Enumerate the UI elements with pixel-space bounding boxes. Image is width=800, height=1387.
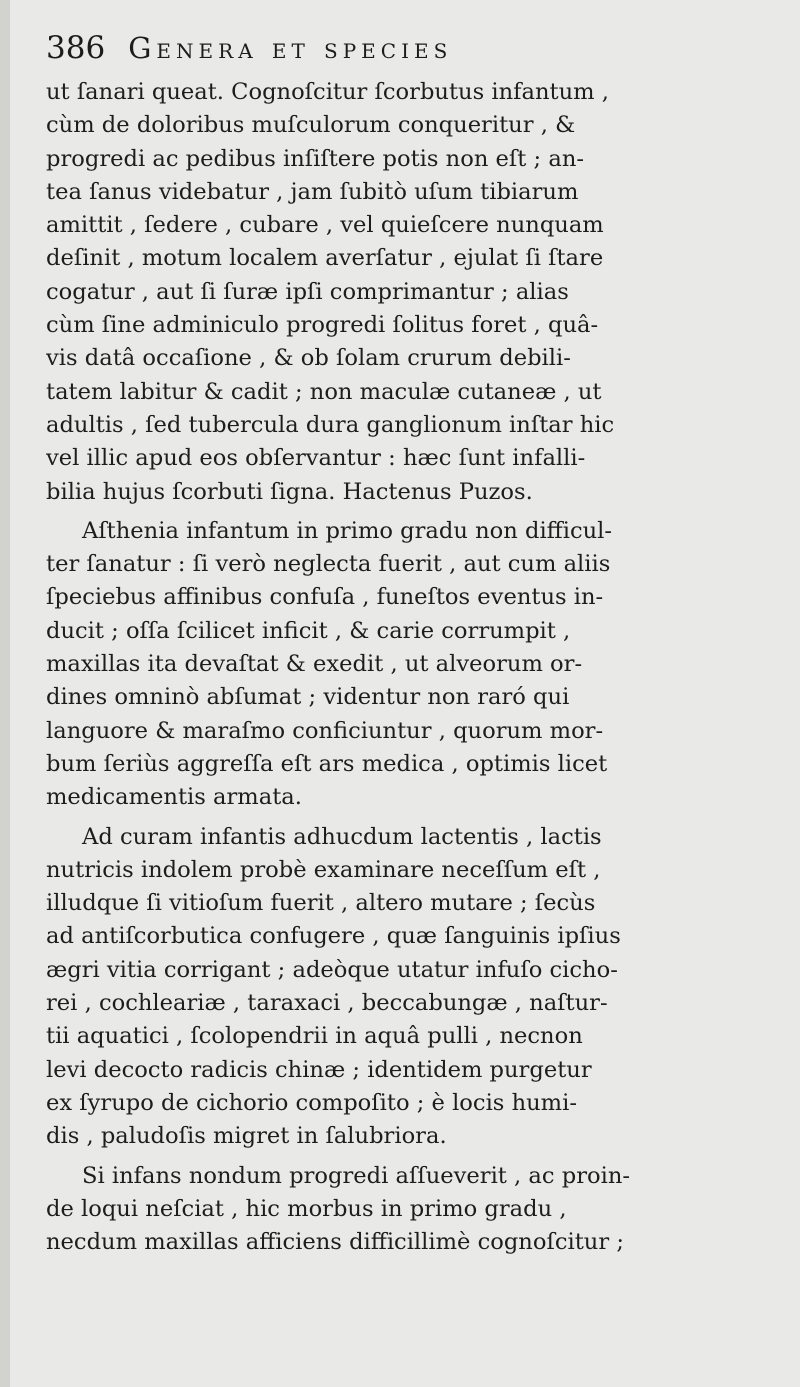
text-line: progredi ac pedibus inſiſtere potis non eſt ; an- [46, 145, 585, 172]
text-line: Ad curam infantis adhucdum lactentis , lactis [82, 823, 602, 850]
text-line: deſinit , motum localem averſatur , ejulat ſi ſtare [46, 245, 604, 272]
text-line: nutricis indolem probè examinare neceſſum eſt , [46, 856, 601, 883]
text-line: tea ſanus videbatur , jam ſubitò uſum tibiarum [46, 178, 579, 205]
text-line: de loqui neſciat , hic morbus in primo gradu , [46, 1195, 567, 1222]
text-line: maxillas ita devaſtat & exedit , ut alveorum or- [46, 651, 583, 678]
text-line: cùm ſine adminiculo progredi ſolitus foret , quâ- [46, 312, 599, 339]
text-line: illudque ſi vitioſum fuerit , altero mutare ; ſecùs [46, 890, 596, 917]
text-line: Aſthenia infantum in primo gradu non difficul- [82, 517, 613, 544]
text-line: ter ſanatur : ſi verò neglecta fuerit , aut cum aliis [46, 551, 611, 578]
text-line: dines omninò abſumat ; videntur non raró qui [46, 684, 570, 711]
text-line: cogatur , aut ſi ſuræ ipſi comprimantur ; alias [46, 278, 569, 305]
text-line: tii aquatici , ſcolopendrii in aquâ pulli , necnon [46, 1023, 583, 1050]
paragraph-4 [46, 1160, 758, 1260]
page-header [46, 30, 766, 66]
running-title: Genera et species [128, 31, 453, 65]
text-line: medicamentis armata. [46, 784, 302, 811]
text-line: Si infans nondum progredi aſſueverit , ac proin- [82, 1162, 631, 1189]
text-line: ut ſanari queat. Cognoſcitur ſcorbutus infantum , [46, 79, 609, 105]
text-line: ſpeciebus affinibus confuſa , funeſtos eventus in- [46, 584, 604, 611]
text-line: vel illic apud eos obſervantur : hæc ſunt infalli- [46, 445, 586, 472]
text-line: tatem labitur & cadit ; non maculæ cutaneæ , ut [46, 378, 602, 405]
text-line: dis , paludoſis migret in ſalubriora. [46, 1123, 447, 1150]
page-left-edge [0, 0, 10, 1387]
text-line: cùm de doloribus muſculorum conqueritur , & [46, 112, 576, 139]
body-text [46, 76, 758, 1259]
text-line: bum ſeriùs aggreſſa eſt ars medica , optimis licet [46, 750, 608, 777]
text-line: vis datâ occaſione , & ob ſolam crurum debili- [46, 345, 571, 372]
text-line: ducit ; oſſa ſcilicet inficit , & carie corrumpit , [46, 617, 571, 644]
paragraph-1 [46, 76, 758, 509]
paragraph-3 [46, 821, 758, 1154]
text-line: amittit , ſedere , cubare , vel quieſcere nunquam [46, 212, 604, 239]
text-line: ex ſyrupo de cichorio compoſito ; è locis humi- [46, 1089, 577, 1116]
text-line: bilia hujus ſcorbuti ſigna. Hactenus Puzos. [46, 478, 533, 505]
paragraph-2 [46, 515, 758, 815]
text-line: adultis , ſed tubercula dura ganglionum inſtar hic [46, 411, 615, 438]
text-line: levi decocto radicis chinæ ; identidem purgetur [46, 1056, 592, 1083]
text-line: languore & maraſmo conficiuntur , quorum mor- [46, 717, 604, 744]
text-line: rei , cochleariæ , taraxaci , beccabungæ , naſtur- [46, 990, 608, 1017]
page-number: 386 [46, 30, 106, 66]
text-line: ægri vitia corrigant ; adeòque utatur infuſo cicho- [46, 956, 618, 983]
text-line: necdum maxillas afficiens difficillimè cognoſcitur ; [46, 1229, 624, 1256]
text-line: ad antiſcorbutica confugere , quæ ſanguinis ipſius [46, 923, 621, 950]
